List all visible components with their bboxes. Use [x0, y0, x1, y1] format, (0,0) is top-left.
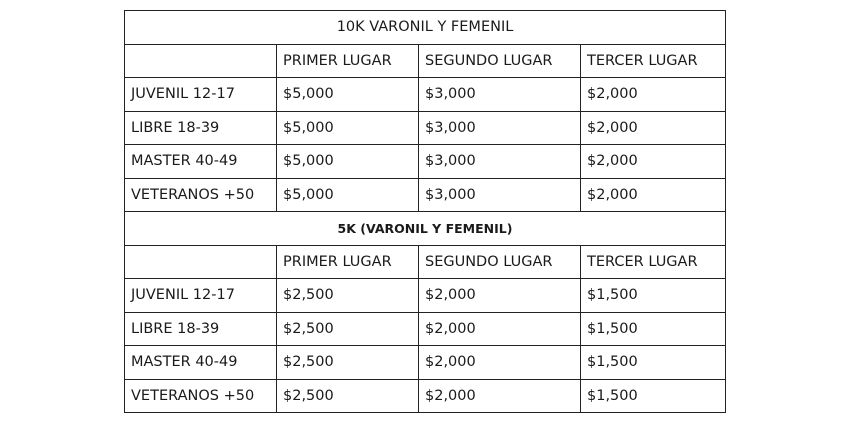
- header-cell-second-place: SEGUNDO LUGAR: [419, 44, 581, 78]
- prize-cell: $1,500: [581, 312, 726, 346]
- header-cell-second-place: SEGUNDO LUGAR: [419, 245, 581, 279]
- header-row: [125, 245, 726, 279]
- category-cell: MASTER 40-49: [125, 145, 277, 179]
- prize-cell: $5,000: [277, 178, 419, 212]
- table-row: [125, 346, 726, 380]
- table-row: [125, 178, 726, 212]
- prize-cell: $1,500: [581, 346, 726, 380]
- table-row: [125, 78, 726, 112]
- header-row: [125, 44, 726, 78]
- prize-cell: $2,000: [419, 279, 581, 313]
- section-title-10k: 10K VARONIL Y FEMENIL: [125, 11, 726, 45]
- header-cell-third-place: TERCER LUGAR: [581, 245, 726, 279]
- prize-cell: $1,500: [581, 279, 726, 313]
- prize-cell: $2,000: [581, 178, 726, 212]
- prize-cell: $3,000: [419, 111, 581, 145]
- prize-cell: $2,500: [277, 312, 419, 346]
- prize-cell: $3,000: [419, 78, 581, 112]
- category-cell: MASTER 40-49: [125, 346, 277, 380]
- header-cell-first-place: PRIMER LUGAR: [277, 245, 419, 279]
- prize-cell: $5,000: [277, 111, 419, 145]
- table-row: [125, 279, 726, 313]
- prize-table: [124, 10, 726, 413]
- table-row: [125, 379, 726, 413]
- section-title-row: [125, 212, 726, 246]
- prize-cell: $2,000: [419, 379, 581, 413]
- category-cell: LIBRE 18-39: [125, 312, 277, 346]
- category-cell: VETERANOS +50: [125, 379, 277, 413]
- table-row: [125, 145, 726, 179]
- header-cell-first-place: PRIMER LUGAR: [277, 44, 419, 78]
- category-cell: JUVENIL 12-17: [125, 279, 277, 313]
- prize-cell: $2,000: [581, 145, 726, 179]
- prize-cell: $2,000: [419, 312, 581, 346]
- prize-cell: $5,000: [277, 78, 419, 112]
- prize-cell: $2,500: [277, 279, 419, 313]
- header-cell-category: [125, 245, 277, 279]
- prize-cell: $2,500: [277, 346, 419, 380]
- category-cell: LIBRE 18-39: [125, 111, 277, 145]
- section-title-row: [125, 11, 726, 45]
- prize-cell: $2,000: [581, 78, 726, 112]
- prize-cell: $3,000: [419, 145, 581, 179]
- header-cell-category: [125, 44, 277, 78]
- prize-cell: $1,500: [581, 379, 726, 413]
- category-cell: JUVENIL 12-17: [125, 78, 277, 112]
- prize-cell: $3,000: [419, 178, 581, 212]
- category-cell: VETERANOS +50: [125, 178, 277, 212]
- prize-cell: $2,500: [277, 379, 419, 413]
- prize-cell: $2,000: [419, 346, 581, 380]
- table-row: [125, 312, 726, 346]
- table-row: [125, 111, 726, 145]
- section-title-5k: 5K (VARONIL Y FEMENIL): [125, 212, 726, 246]
- prize-cell: $2,000: [581, 111, 726, 145]
- prize-cell: $5,000: [277, 145, 419, 179]
- header-cell-third-place: TERCER LUGAR: [581, 44, 726, 78]
